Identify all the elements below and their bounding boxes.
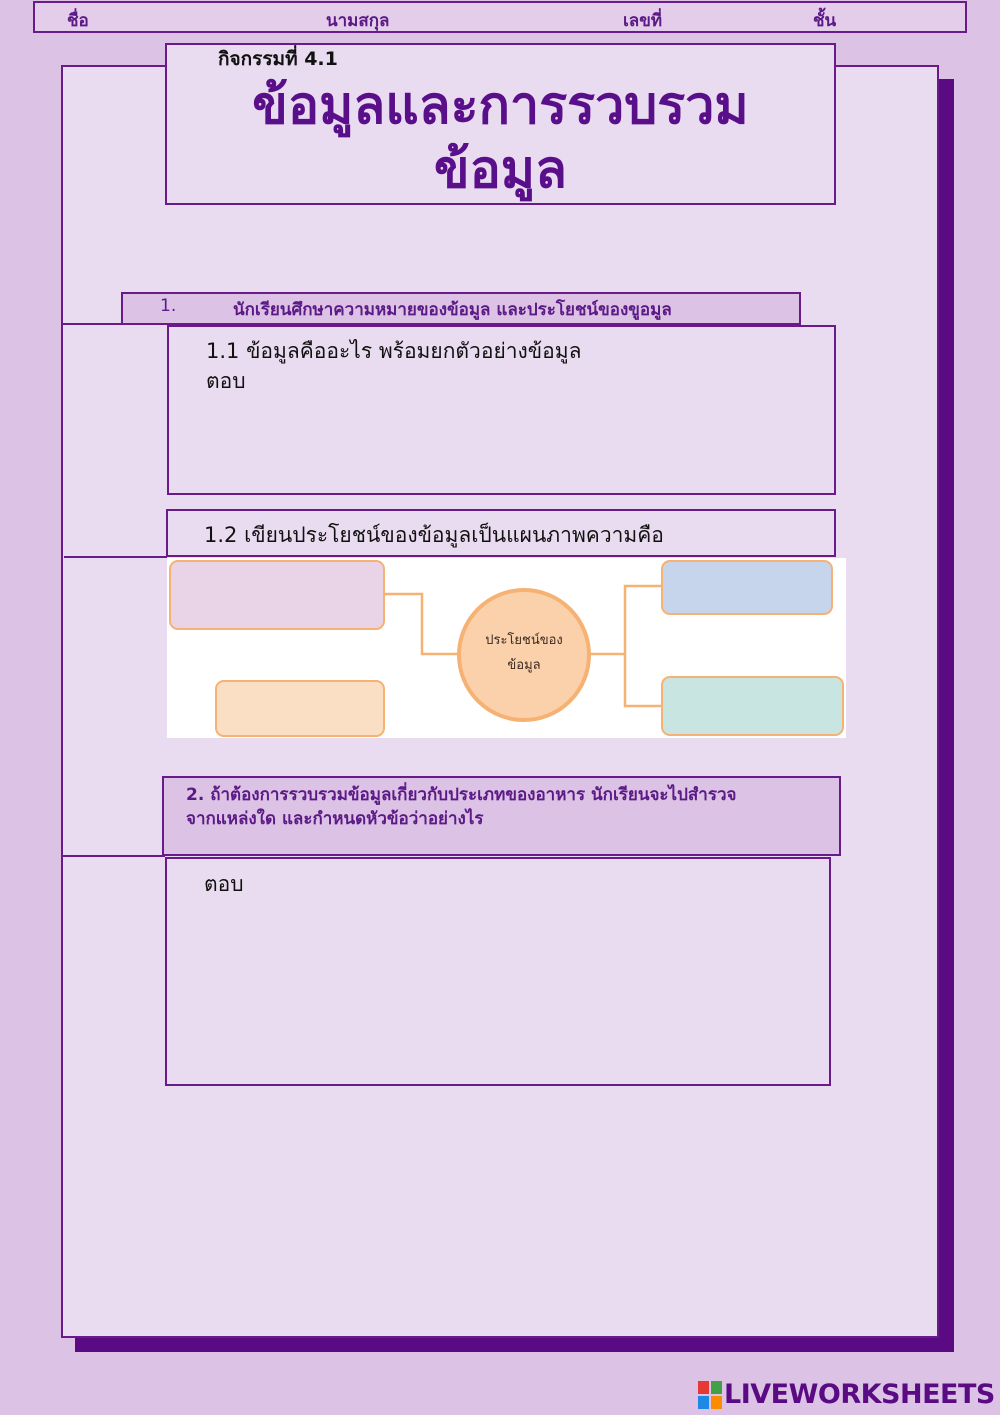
student-info-bar [33,1,967,33]
question-1-1-text: 1.1 ข้อมูลคืออะไร พร้อมยกตัวอย่างข้อมูล [206,339,582,363]
question-1-number: 1. [160,296,177,316]
logo-icon [698,1381,722,1409]
concept-map [167,558,846,738]
center-label-line-1: ประโยชน์ของ [485,633,563,648]
title-line-2: ข้อมูล [434,140,567,200]
question-2-line-2: จากแหล่งใด และกำหนดหัวข้อว่าอย่างไร [186,809,484,829]
answer-box-2[interactable] [165,857,831,1086]
divider-line [61,855,165,857]
question-1-2-text: 1.2 เขียนประโยชน์ของข้อมูลเป็นแผนภาพความคือ [204,523,664,547]
surname-label: นามสกุล [326,11,390,31]
answer-label: ตอบ [206,369,246,393]
title-line-1: ข้อมูลและการรวบรวม [252,76,749,136]
center-label-line-2: ข้อมูล [507,658,541,673]
concept-map-center-label [459,628,589,678]
page-title [165,74,836,202]
answer-label: ตอบ [204,872,244,896]
concept-box-bottom-right[interactable] [661,676,844,736]
question-2-line-1: 2. ถ้าต้องการรวบรวมข้อมูลเกี่ยวกับประเภทของอาหาร นักเรียนจะไปสำรวจ [186,785,737,805]
logo-text: LIVEWORKSHEETS [724,1379,995,1410]
number-label: เลขที่ [623,11,663,31]
concept-box-top-left[interactable] [169,560,385,630]
question-1-title: นักเรียนศึกษาความหมายของข้อมูล และประโยชน์ของขูอมูล [233,300,672,320]
concept-box-top-right[interactable] [661,560,833,615]
name-label: ชื่อ [67,11,89,31]
class-label: ชั้น [813,11,837,31]
divider-line [64,556,167,558]
activity-label: กิจกรรมที่ 4.1 [218,48,338,70]
concept-box-bottom-left[interactable] [215,680,385,737]
